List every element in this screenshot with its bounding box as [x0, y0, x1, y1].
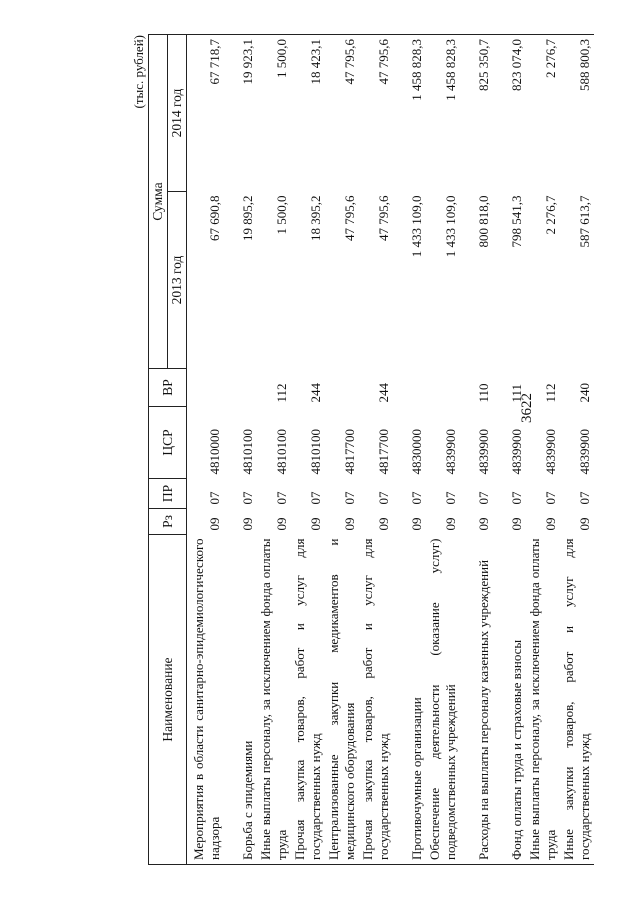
cell-2014: 825 350,7: [476, 38, 491, 91]
cell-vr: 110: [476, 383, 491, 403]
cell-2013: 798 541,3: [509, 195, 524, 248]
cell-vr: 112: [274, 383, 289, 403]
cell-2013: 67 690,8: [207, 195, 222, 241]
cell-name: Иные выплаты персоналу, за исключением фонда оплаты труда: [258, 538, 289, 860]
cell-pr: 07: [509, 491, 524, 505]
cell-2013: 2 276,7: [543, 195, 558, 235]
rotated-page-content: [130, 35, 594, 865]
cell-csr: 4810100: [308, 429, 323, 475]
cell-vr: [325, 369, 359, 407]
cell-2014: 1 458 828,3: [409, 38, 424, 101]
table-row: [224, 34, 257, 864]
cell-rz: 09: [207, 517, 222, 531]
cell-2013: 800 818,0: [476, 195, 491, 248]
cell-vr: 244: [376, 383, 391, 403]
table-row: [393, 34, 426, 864]
table-row: [493, 34, 526, 864]
cell-pr: 07: [543, 491, 558, 505]
table-row: [426, 34, 460, 864]
cell-2014: 67 718,7: [207, 38, 222, 85]
cell-2014: 588 800,3: [577, 38, 592, 91]
cell-vr: [187, 369, 225, 407]
cell-pr: 07: [443, 491, 458, 505]
cell-rz: 09: [308, 517, 323, 531]
budget-table: [148, 34, 594, 865]
cell-2013: 47 795,6: [376, 195, 391, 241]
cell-2013: 1 500,0: [274, 195, 289, 235]
cell-vr: 111: [509, 383, 524, 403]
cell-2013: 47 795,6: [342, 195, 357, 241]
cell-name: Централизованные закупки медикаментов и медицинского оборудования: [326, 538, 357, 860]
cell-2014: 2 276,7: [543, 38, 558, 78]
table-row: [359, 34, 393, 864]
table-header: [149, 34, 187, 864]
cell-name: Мероприятия в области санитарно-эпидемиологического надзора: [191, 538, 222, 860]
header-year-2014: 2014 год: [168, 34, 187, 191]
cell-pr: 07: [274, 491, 289, 505]
cell-name: Фонд оплаты труда и страховые взносы: [509, 639, 524, 860]
header-year-2013: 2013 год: [168, 192, 187, 369]
cell-csr: 4839900: [577, 429, 592, 475]
cell-2014: 47 795,6: [342, 38, 357, 85]
table-body: [187, 34, 595, 864]
cell-vr: [393, 369, 426, 407]
cell-name: Расходы на выплаты персоналу казенных учреждений: [476, 559, 491, 860]
cell-pr: 07: [342, 491, 357, 505]
cell-rz: 09: [274, 517, 289, 531]
cell-2014: 1 500,0: [274, 38, 289, 78]
cell-rz: 09: [509, 517, 524, 531]
cell-csr: 4817700: [376, 429, 391, 475]
cell-pr: 07: [240, 491, 255, 505]
table-row: [325, 34, 359, 864]
cell-pr: 07: [409, 491, 424, 505]
cell-rz: 09: [376, 517, 391, 531]
header-csr: ЦСР: [149, 407, 187, 479]
cell-rz: 09: [240, 517, 255, 531]
table-row: [460, 34, 493, 864]
cell-rz: 09: [342, 517, 357, 531]
cell-pr: 07: [308, 491, 323, 505]
cell-name: Обеспечение деятельности (оказание услуг) подведомственных учреждений: [427, 538, 458, 860]
cell-2013: 587 613,7: [577, 195, 592, 248]
units-label: (тыс. рублей): [131, 35, 146, 109]
cell-2014: 823 074,0: [509, 38, 524, 91]
cell-vr: [224, 369, 257, 407]
cell-vr: [426, 369, 460, 407]
header-vr: ВР: [149, 369, 187, 407]
table-row: [257, 34, 291, 864]
cell-2014: 19 923,1: [240, 38, 255, 85]
cell-2013: 1 433 109,0: [443, 195, 458, 258]
cell-name: Иные выплаты персоналу, за исключением фонда оплаты труда: [527, 538, 558, 860]
cell-vr: 244: [308, 383, 323, 403]
cell-csr: 4810000: [207, 429, 222, 475]
cell-pr: 07: [207, 491, 222, 505]
cell-rz: 09: [443, 517, 458, 531]
cell-2014: 47 795,6: [376, 38, 391, 85]
cell-name: Прочая закупка товаров, работ и услуг для государственных нужд: [292, 538, 323, 860]
cell-name: Борьба с эпидемиями: [240, 740, 255, 860]
table-row: [560, 34, 594, 864]
header-rz: Рз: [149, 509, 187, 535]
cell-pr: 07: [376, 491, 391, 505]
page-number: 3622: [519, 393, 535, 423]
cell-name: Противочумные организации: [409, 697, 424, 860]
cell-csr: 4810100: [274, 429, 289, 475]
table-row: [526, 34, 560, 864]
cell-name: Иные закупки товаров, работ и услуг для государственных нужд: [561, 538, 592, 860]
cell-rz: 09: [577, 517, 592, 531]
header-name: Наименование: [149, 535, 187, 865]
cell-name: Прочая закупка товаров, работ и услуг для государственных нужд: [360, 538, 391, 860]
cell-csr: 4839900: [443, 429, 458, 475]
cell-csr: 4817700: [342, 429, 357, 475]
cell-2013: 18 395,2: [308, 195, 323, 241]
cell-vr: 240: [577, 383, 592, 403]
cell-2013: 1 433 109,0: [409, 195, 424, 258]
cell-vr: 112: [543, 383, 558, 403]
cell-csr: 4830000: [409, 429, 424, 475]
cell-csr: 4839900: [476, 429, 491, 475]
cell-pr: 07: [476, 491, 491, 505]
cell-csr: 4839900: [509, 429, 524, 475]
cell-rz: 09: [543, 517, 558, 531]
header-sum: Сумма: [149, 34, 168, 368]
table-row: [291, 34, 325, 864]
cell-2014: 18 423,1: [308, 38, 323, 85]
header-pr: ПР: [149, 479, 187, 509]
cell-2013: 19 895,2: [240, 195, 255, 241]
cell-2014: 1 458 828,3: [443, 38, 458, 101]
cell-csr: 4810100: [240, 429, 255, 475]
table-row: [187, 34, 225, 864]
cell-pr: 07: [577, 491, 592, 505]
cell-csr: 4839900: [543, 429, 558, 475]
cell-rz: 09: [476, 517, 491, 531]
cell-rz: 09: [409, 517, 424, 531]
